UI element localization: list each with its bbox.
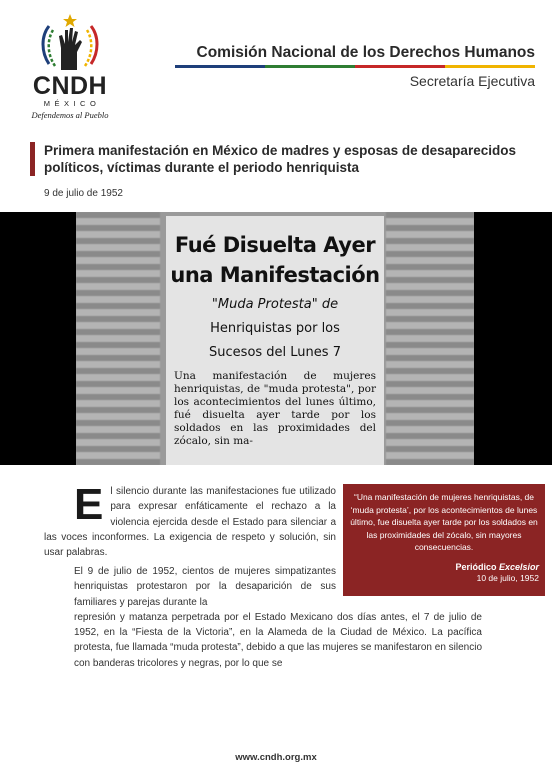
- body-paragraph-1: [44, 480, 336, 560]
- divider-segment-blue: [175, 65, 265, 68]
- pull-quote-box: [343, 484, 545, 596]
- clipping-body: Una manifestación de mujeres henriquistas, de "muda protesta", por los acontecimientos del lunes último, fué disuelta ayer tarde por los soldados en las proximidades del zócalo, sin ma-: [174, 370, 376, 447]
- pull-quote-text: “Una manifestación de mujeres henriquistas, de ‘muda protesta’, por los acontecimientos de lunes último, fue disuelta ayer tarde por los soldados en las proximidades del zócalo, sin mayores consecuencias.: [350, 492, 538, 552]
- pull-quote-source: [349, 562, 539, 572]
- department-name: Secretaría Ejecutiva: [409, 73, 535, 89]
- newspaper-clipping-image: [76, 212, 474, 465]
- clipping-subheadline-2: Henriquistas por los: [210, 321, 340, 336]
- clipping-article: [166, 216, 384, 465]
- cndh-logo[interactable]: [22, 12, 118, 124]
- tricolor-divider: [175, 65, 535, 68]
- logo-country: MÉXICO: [43, 99, 101, 108]
- divider-segment-green: [265, 65, 355, 68]
- organization-name: Comisión Nacional de los Derechos Humanos: [196, 44, 535, 61]
- clipping-headline: [166, 230, 384, 290]
- clipping-headline-line-1: Fué Disuelta Ayer: [174, 233, 376, 257]
- article-body: [44, 480, 336, 566]
- drop-cap: E: [74, 480, 104, 529]
- logo-motto: Defendemos al Pueblo: [31, 110, 109, 120]
- raised-hand-emblem-icon: [35, 12, 105, 72]
- body-paragraph-1-text: l silencio durante las manifestaciones fue utilizado para expresar enfáticamente el rechazo a la violencia ejercida desde el Estado para silenciar a las voces inconformes. La exigencia de respeto y solución, sin usar palabras.: [44, 486, 336, 559]
- pull-quote-source-name: Excelsior: [498, 561, 539, 572]
- clipping-subheadline-1: "Muda Protesta" de: [211, 297, 339, 312]
- divider-segment-red: [355, 65, 445, 68]
- clipping-subheadline-3: Sucesos del Lunes 7: [209, 345, 341, 360]
- article-title: Primera manifestación en México de madres y esposas de desaparecidos políticos, víctimas durante el periodo henriquista: [44, 143, 516, 175]
- pull-quote-source-prefix: Periódico: [455, 561, 499, 572]
- blurred-column-left: [76, 212, 160, 465]
- body-paragraph-2-lead: El 9 de julio de 1952, cientos de mujeres simpatizantes henriquistas protestaron por la desaparición de sus familiares y parejas durante la: [74, 566, 336, 608]
- clipping-headline-line-2: una Manifestación: [170, 263, 380, 287]
- article-title-block: [30, 142, 530, 176]
- pull-quote-date: 10 de julio, 1952: [476, 572, 539, 583]
- footer-url[interactable]: www.cndh.org.mx: [235, 752, 317, 763]
- newspaper-photo-band: [0, 212, 552, 465]
- header: [0, 0, 552, 135]
- article-date: 9 de julio de 1952: [44, 188, 123, 199]
- logo-wordmark: CNDH: [32, 72, 108, 100]
- divider-segment-yellow: [445, 65, 535, 68]
- organization-block: [175, 43, 535, 90]
- blurred-column-right: [386, 212, 474, 465]
- body-paragraph-2-rest: represión y matanza perpetrada por el Estado Mexicano dos días antes, el 7 de julio de 1952, en la “Fiesta de la Victoria”, en la Alameda de la Ciudad de México. La pacífica protesta, fue llamada “muda protesta”, debido a que las mujeres se manifestaron en silencio con banderas tricolores y negras, por lo que se: [74, 611, 483, 669]
